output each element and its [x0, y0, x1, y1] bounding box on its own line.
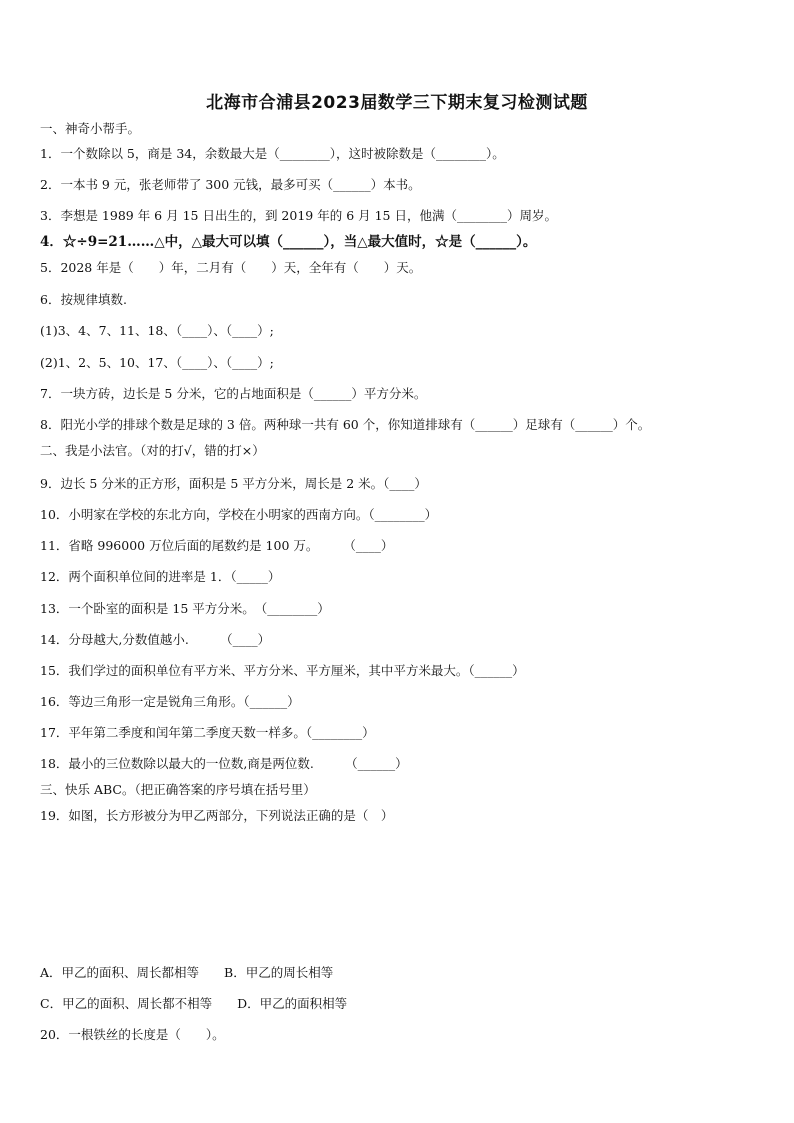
question-4: 4．☆÷9=21……△中，△最大可以填（______），当△最大值时，☆是（______）。 — [40, 234, 537, 250]
question-17: 17．平年第二季度和闰年第二季度天数一样多。（________） — [40, 725, 375, 740]
section-heading-3: 三、快乐 ABC。（把正确答案的序号填在括号里） — [40, 782, 316, 797]
section-heading-1: 一、神奇小帮手。 — [40, 121, 141, 136]
question-6: 6．按规律填数. — [40, 292, 127, 307]
question-12: 12．两个面积单位间的进率是 1．（_____） — [40, 569, 281, 584]
question-11: 11．省略 996000 万位后面的尾数约是 100 万。 （____） — [40, 538, 394, 553]
question-20: 20．一根铁丝的长度是（ ）。 — [40, 1027, 225, 1042]
question-1: 1．一个数除以 5，商是 34，余数最大是（________），这时被除数是（________）。 — [40, 146, 505, 161]
question-7: 7．一块方砖，边长是 5 分米，它的占地面积是（______）平方分米。 — [40, 386, 427, 401]
question-8: 8．阳光小学的排球个数是足球的 3 倍。两种球一共有 60 个，你知道排球有（______）足球有（______）个。 — [40, 417, 651, 432]
question-6-part-2: (2)1、2、5、10、17、（____）、（____）; — [40, 355, 274, 370]
question-6-part-1: (1)3、4、7、11、18、（____）、（____）; — [40, 323, 274, 338]
section-heading-2: 二、我是小法官。（对的打√，错的打×） — [40, 443, 265, 458]
question-10: 10．小明家在学校的东北方向，学校在小明家的西南方向。（________） — [40, 507, 438, 522]
question-2: 2．一本书 9 元，张老师带了 300 元钱，最多可买（______）本书。 — [40, 177, 421, 192]
question-15: 15．我们学过的面积单位有平方米、平方分米、平方厘米，其中平方米最大。（______） — [40, 663, 525, 678]
question-5: 5．2028 年是（ ）年，二月有（ ）天，全年有（ ）天。 — [40, 260, 422, 275]
question-18: 18．最小的三位数除以最大的一位数,商是两位数. （______） — [40, 756, 408, 771]
question-19-options-ab: A．甲乙的面积、周长都相等 B．甲乙的周长相等 — [40, 965, 334, 980]
question-19-options-cd: C．甲乙的面积、周长都不相等 D．甲乙的面积相等 — [40, 996, 348, 1011]
question-19: 19．如图，长方形被分为甲乙两部分，下列说法正确的是（ ） — [40, 808, 394, 823]
question-13: 13．一个卧室的面积是 15 平方分米。 （________） — [40, 601, 330, 616]
question-3: 3．李想是 1989 年 6 月 15 日出生的，到 2019 年的 6 月 15 日，他满（________）周岁。 — [40, 208, 557, 223]
question-14: 14．分母越大,分数值越小. （____） — [40, 632, 271, 647]
question-9: 9．边长 5 分米的正方形，面积是 5 平方分米，周长是 2 米。（____） — [40, 476, 427, 491]
question-16: 16．等边三角形一定是锐角三角形。（______） — [40, 694, 300, 709]
page-title: 北海市合浦县2023届数学三下期末复习检测试题 — [206, 93, 588, 113]
